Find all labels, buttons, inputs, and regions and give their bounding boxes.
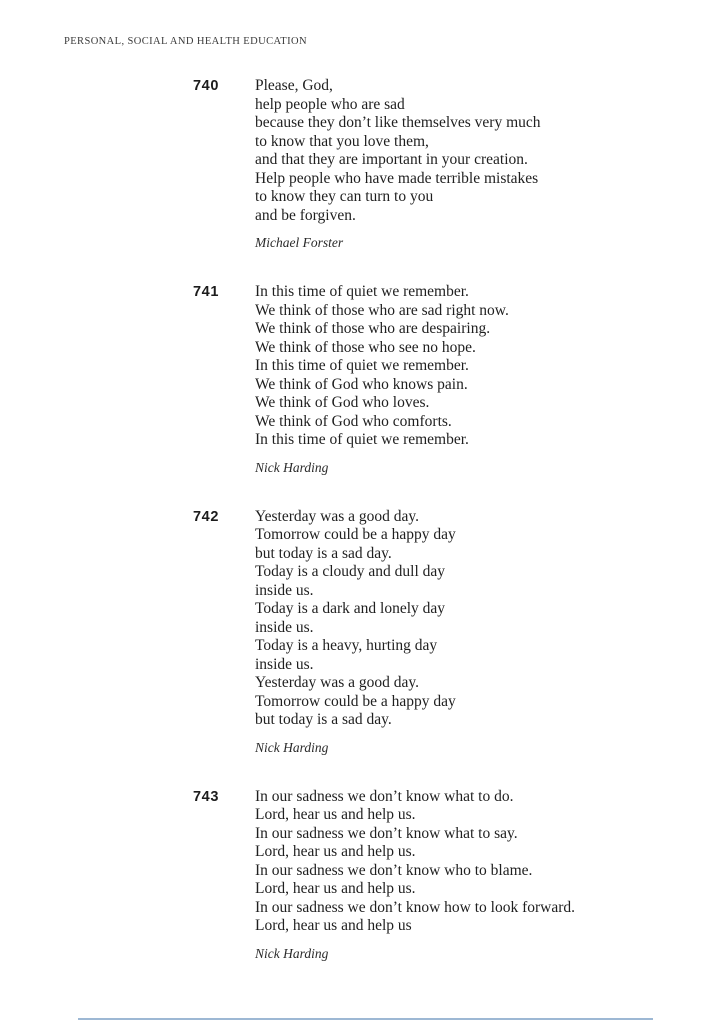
poem-item (193, 508, 575, 756)
poem-line: Lord, hear us and help us. (255, 806, 416, 823)
poem-line: Yesterday was a good day. (255, 674, 420, 691)
poem-line: We think of those who are despairing. (255, 320, 491, 337)
poem-line: Lord, hear us and help us. (255, 843, 416, 860)
poem-line: but today is a sad day. (255, 711, 392, 728)
poem-lines (255, 788, 575, 936)
poem-author: Michael Forster (255, 235, 344, 250)
poem-line: In our sadness we don’t know what to say. (255, 824, 518, 842)
poem-line: In this time of quiet we remember. (255, 283, 469, 300)
poem-line: Today is a cloudy and dull day (255, 563, 446, 580)
poem-line: Tomorrow could be a happy day (255, 526, 456, 543)
poem-line: We think of God who loves. (255, 394, 430, 411)
poem-number: 741 (193, 284, 219, 300)
poem-line: In this time of quiet we remember. (255, 431, 469, 448)
poem-line: and that they are important in your creation. (255, 151, 528, 168)
poem-lines (255, 77, 575, 225)
poem-line: but today is a sad day. (255, 544, 392, 562)
poem-item (193, 77, 575, 251)
poem-line: We think of those who are sad right now. (255, 301, 509, 319)
poem-number: 742 (193, 508, 219, 525)
poem-line: We think of God who knows pain. (255, 375, 468, 393)
poem-line: help people who are sad (255, 95, 405, 113)
poem-author: Nick Harding (255, 945, 329, 961)
poem-line: Lord, hear us and help us (255, 917, 412, 934)
poem-body (255, 788, 575, 962)
poem-line: Lord, hear us and help us. (255, 880, 416, 897)
poem-line: In our sadness we don’t know what to do. (255, 787, 514, 805)
running-header: PERSONAL, SOCIAL AND HEALTH EDUCATION (64, 36, 307, 47)
poem-body (255, 283, 575, 476)
poem-item (193, 788, 575, 962)
poem-line: to know that you love them, (255, 132, 429, 150)
poem-line: Today is a dark and lonely day (255, 600, 446, 617)
poem-line: Today is a heavy, hurting day (255, 637, 438, 654)
poem-line: We think of God who comforts. (255, 412, 452, 430)
poem-lines (255, 508, 575, 730)
poem-line: Help people who have made terrible mistakes (255, 169, 539, 187)
poem-line: because they don’t like themselves very much (255, 114, 541, 131)
poem-line: In our sadness we don’t know how to look forward. (255, 898, 575, 916)
poem-body (255, 77, 575, 251)
poem-line: inside us. (255, 581, 314, 599)
poem-body (255, 508, 575, 756)
poem-line: In our sadness we don’t know who to blame. (255, 861, 533, 879)
poem-line: Please, God, (255, 77, 333, 94)
poems-container (193, 77, 575, 962)
poem-author: Nick Harding (255, 739, 329, 755)
poem-line: Tomorrow could be a happy day (255, 692, 456, 710)
poem-item (193, 283, 575, 476)
poem-number: 740 (193, 78, 219, 94)
poem-line: We think of those who see no hope. (255, 338, 476, 356)
poem-line: inside us. (255, 618, 314, 636)
footer-rule (78, 1018, 653, 1020)
poem-line: In this time of quiet we remember. (255, 357, 469, 374)
poem-number: 743 (193, 788, 219, 805)
poem-lines (255, 283, 575, 450)
poem-line: to know they can turn to you (255, 188, 434, 205)
poem-line: Yesterday was a good day. (255, 507, 420, 525)
poem-line: and be forgiven. (255, 206, 356, 224)
poem-author: Nick Harding (255, 459, 329, 475)
poem-line: inside us. (255, 655, 314, 673)
